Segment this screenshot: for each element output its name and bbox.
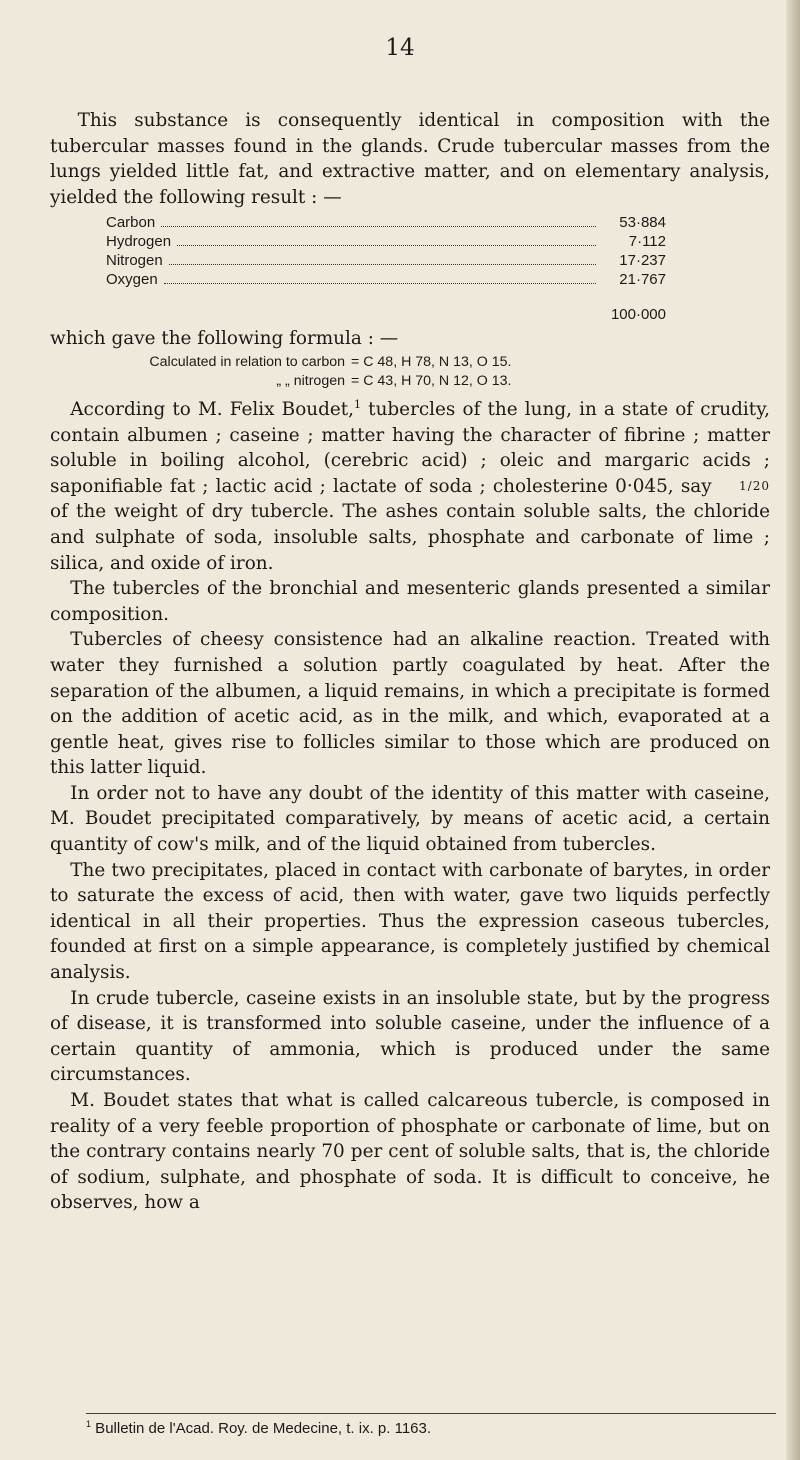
element-value: 17·237 (619, 252, 666, 270)
analysis-row-nitrogen (106, 251, 666, 270)
footnote-mark: 1 (86, 1419, 92, 1429)
analysis-row-hydrogen (106, 232, 666, 251)
formula-row-carbon (50, 353, 770, 372)
dot-leader (177, 234, 596, 246)
element-value: 7·112 (628, 233, 666, 251)
identity-paragraph: In order not to have any doubt of the identity of this matter with caseine, M. Boudet precipitated comparatively, by means of acetic acid, a certain quantity of cow's milk, and of the liquid obtained from tubercles. (50, 782, 770, 856)
dot-leader (161, 215, 596, 227)
page-edge (786, 0, 800, 1460)
crude-paragraph: In crude tubercle, caseine exists in an insoluble state, but by the progress of disease, it is transformed into soluble caseine, under the influence of a certain quantity of ammonia, which is produced under the same circumstances. (50, 987, 770, 1086)
element-label: Oxygen (106, 271, 158, 289)
footnote-reference: 1 (354, 397, 362, 411)
fraction: 1/20 (739, 478, 770, 493)
footnote (86, 1418, 776, 1440)
boudet-tail: of the weight of dry tubercle. The ashes contain soluble salts, the chloride and sulphate of soda, insoluble salts, phosphate and carbonate of lime ; silica, and oxide of iron. (50, 501, 770, 574)
formula-row-nitrogen (50, 372, 770, 391)
bronchial-paragraph: The tubercles of the bronchial and mesenteric glands presented a similar composition. (50, 578, 770, 625)
boudet-text: tubercles of the lung, in a state of crudity, contain albumen ; caseine ; matter having the character of fibrine ; matter soluble in boiling alcohol, (cerebric acid) ; oleic and margaric acids ; saponifiable fat ; lactic acid ; lactate of soda ; cholesterine 0·045, say (50, 398, 770, 497)
analysis-row-carbon (106, 213, 666, 232)
formula-value: = C 48, H 78, N 13, O 15. (351, 353, 512, 370)
boudet-paragraph (50, 397, 770, 576)
footnote-text: Bulletin de l'Acad. Roy. de Medecine, t. ix. p. 1163. (91, 1420, 432, 1437)
element-value: 21·767 (619, 271, 666, 289)
element-value: 53·884 (619, 214, 666, 232)
dot-leader (164, 272, 596, 284)
formula-prefix: Calculated in relation to carbon (149, 353, 345, 370)
formula-intro: which gave the following formula : — (50, 328, 399, 350)
footnote-rule (86, 1413, 776, 1414)
formula-block (50, 353, 770, 391)
calcareous-paragraph: M. Boudet states that what is called calcareous tubercle, is composed in reality of a very feeble proportion of phosphate or carbonate of lime, but on the contrary contains nearly 70 per cent of soluble salts, that is, the chloride of sodium, sulphate, and phosphate of soda. It is difficult to conceive, he observes, how a (50, 1090, 770, 1214)
element-label: Hydrogen (106, 233, 172, 251)
page-body (50, 108, 770, 1216)
analysis-total: 100·000 (610, 306, 666, 324)
formula-value: = C 43, H 70, N 12, O 13. (351, 372, 512, 389)
cheesy-paragraph: Tubercles of cheesy consistence had an alkaline reaction. Treated with water they furnished a solution partly coagulated by heat. After the separation of the albumen, a liquid remains, in which a precipitate is formed on the addition of acetic acid, as in the milk, and which, evaporated at a gentle heat, gives rise to follicles similar to those which are produced on this latter liquid. (50, 629, 770, 779)
element-label: Carbon (106, 214, 156, 232)
precipitates-paragraph: The two precipitates, placed in contact with carbonate of barytes, in order to saturate the excess of acid, then with water, gave two liquids perfectly identical in all their properties. Thus the expression caseous tubercles, founded at first on a simple appearance, is completely justified by chemical analysis. (50, 859, 770, 984)
element-label: Nitrogen (106, 252, 163, 270)
boudet-lead: According to M. Felix Boudet, (70, 398, 355, 420)
intro-paragraph: This substance is consequently identical in composition with the tubercular masses found in the glands. Crude tubercular masses from the lungs yielded little fat, and extractive matter, and on elementary analysis, yielded the following result : — (50, 110, 770, 208)
formula-prefix: „ „ nitrogen (276, 372, 345, 389)
analysis-row-oxygen (106, 270, 666, 289)
page-number: 14 (385, 35, 415, 61)
elementary-analysis-table (106, 213, 666, 326)
dot-leader (169, 253, 596, 265)
